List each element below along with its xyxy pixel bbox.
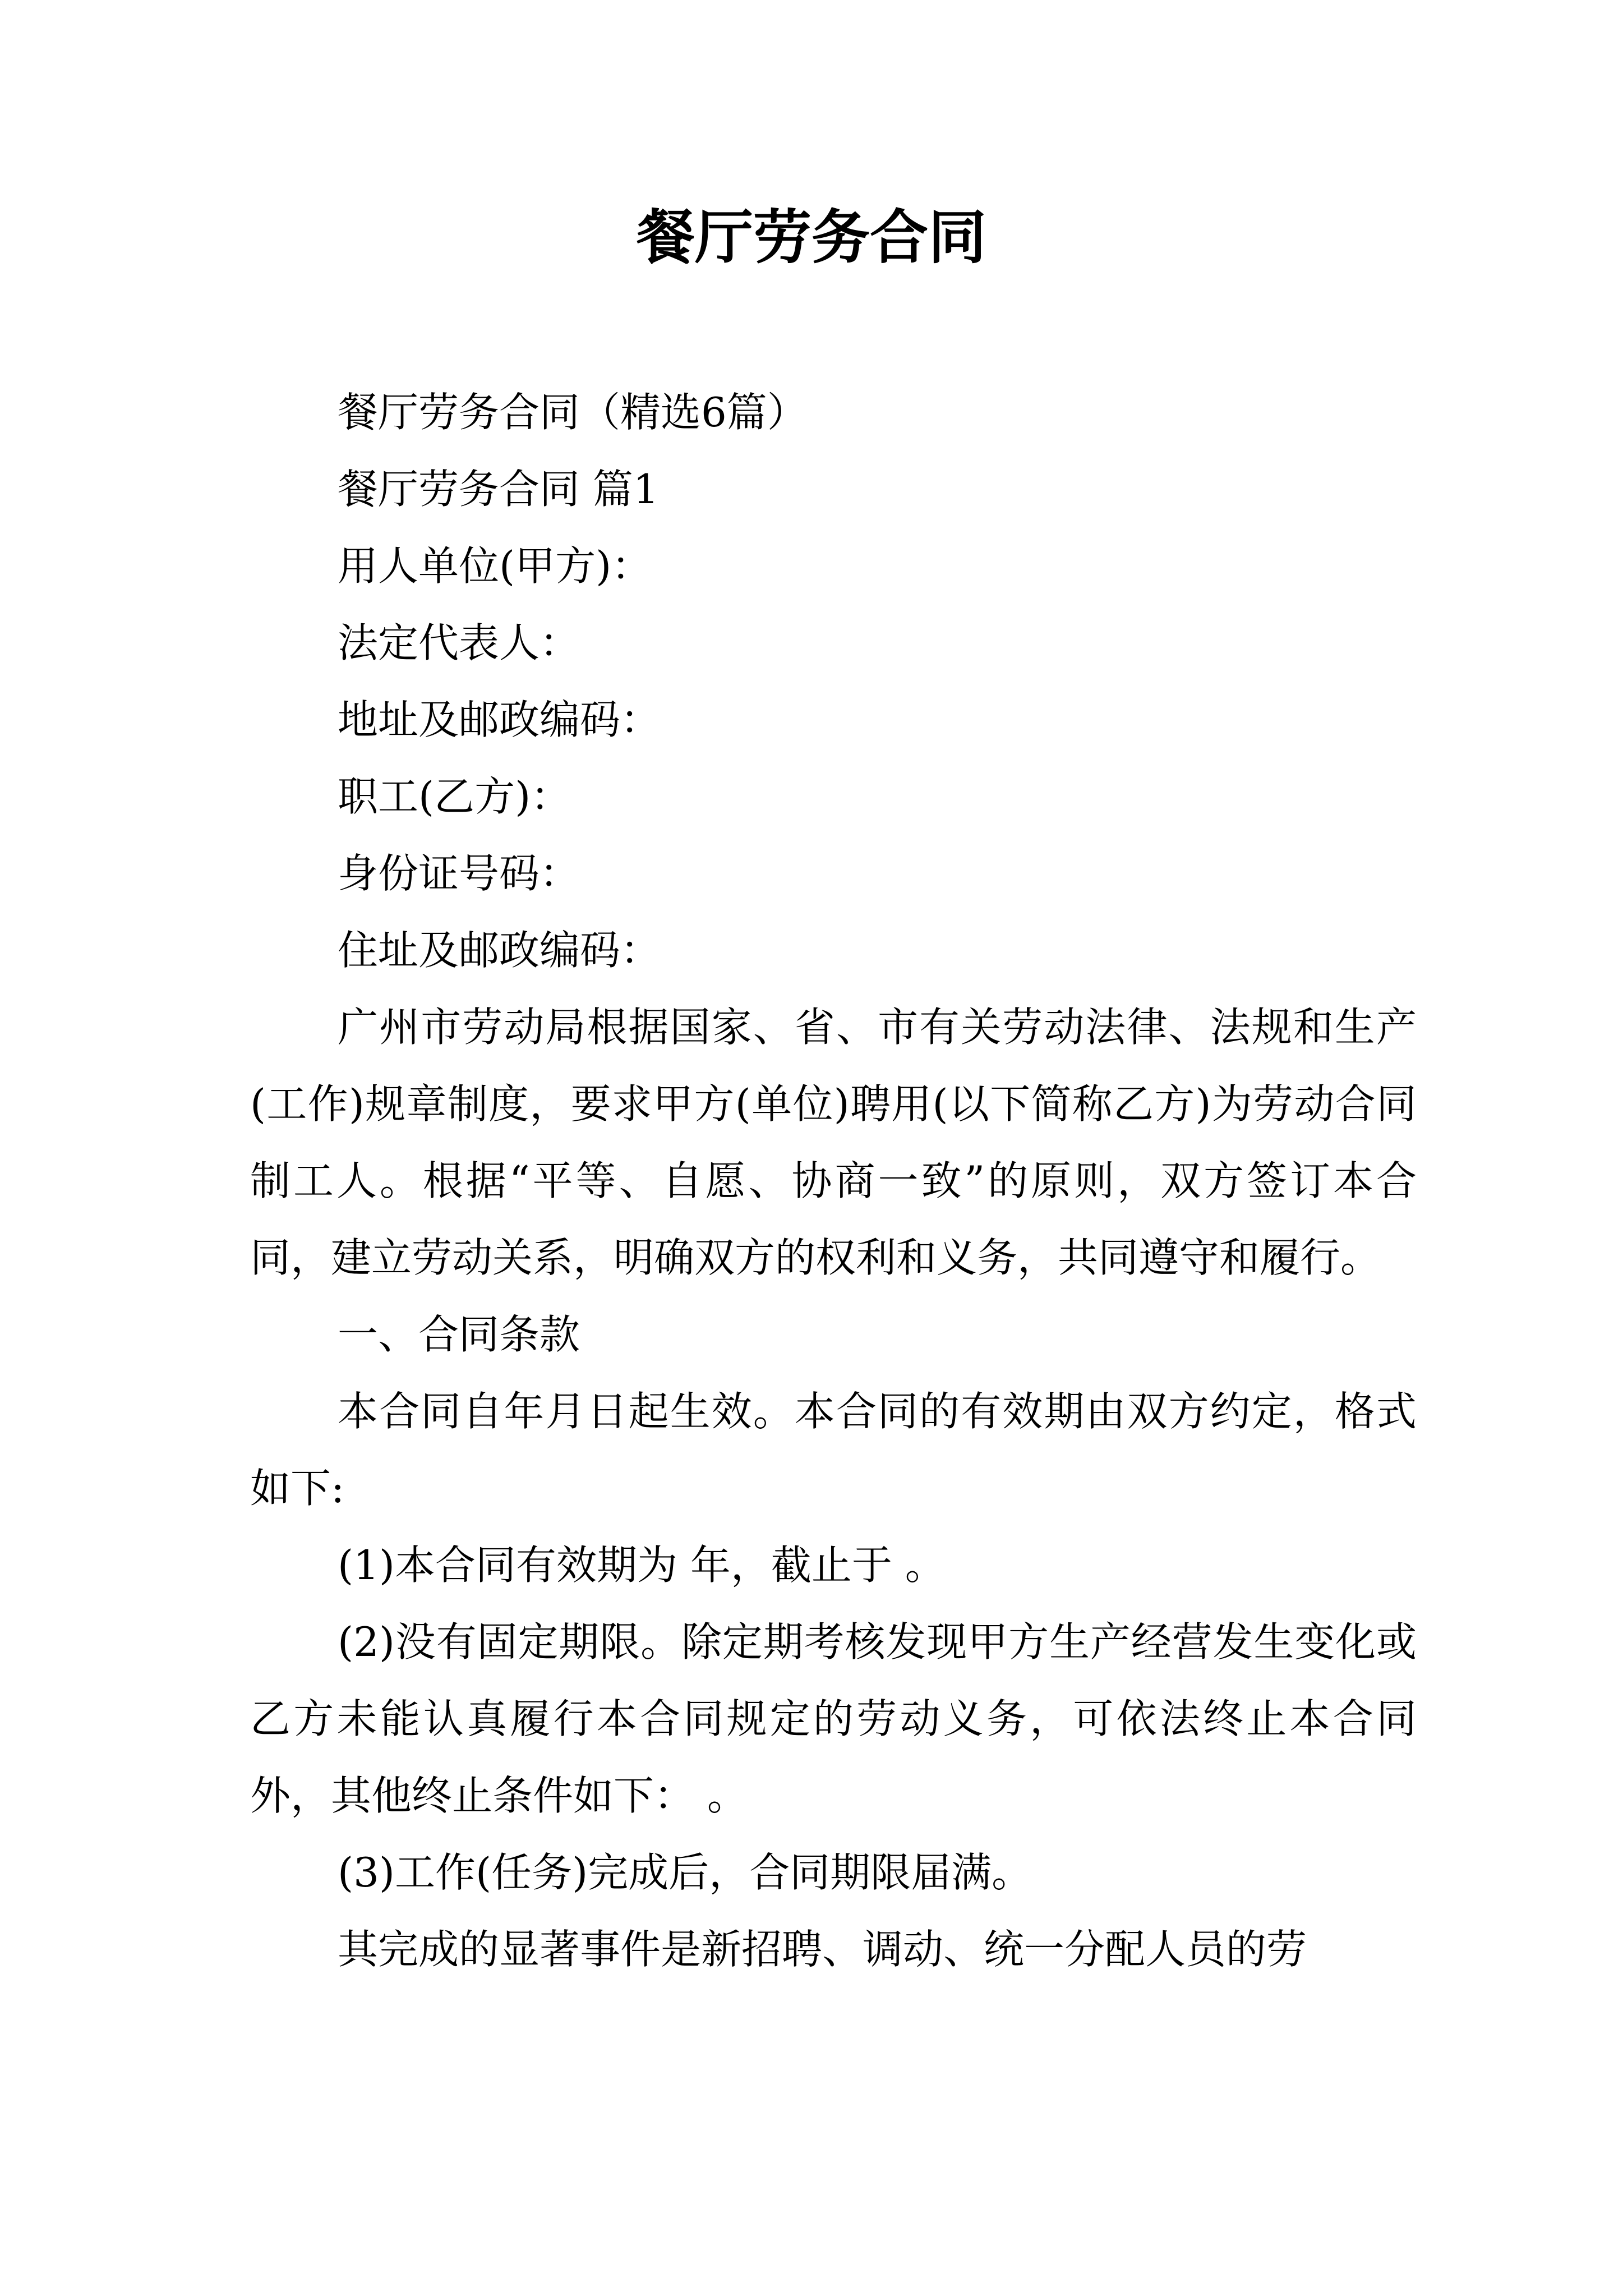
paragraph-term-fixed: (1)本合同有效期为 年，截止于 。 <box>338 1542 946 1589</box>
paragraph-subtitle: 餐厅劳务合同（精选6篇） <box>338 389 808 436</box>
paragraph-employee-address: 住址及邮政编码： <box>338 927 661 974</box>
paragraph-employer-address: 地址及邮政编码： <box>338 696 661 743</box>
paragraph-clause-heading: 一、合同条款 <box>338 1311 580 1358</box>
paragraph-completion-event: 其完成的显著事件是新招聘、调动、统一分配人员的劳 <box>338 1926 1307 1973</box>
document-body <box>250 374 1417 1988</box>
document-title: 餐厅劳务合同 <box>636 203 986 272</box>
paragraph-section-heading: 餐厅劳务合同 篇1 <box>338 466 659 513</box>
paragraph-term-task: (3)工作(任务)完成后，合同期限届满。 <box>338 1849 1032 1896</box>
paragraph-employee: 职工(乙方)： <box>338 773 571 820</box>
paragraph-legal-representative: 法定代表人： <box>338 619 580 666</box>
paragraph-preamble: 广州市劳动局根据国家、省、市有关劳动法律、法规和生产(工作)规章制度，要求甲方(单位)聘用(以下简称乙方)为劳动合同制工人。根据“平等、自愿、协商一致”的原则，双方签订本合同，建立劳动关系，明确双方的权利和义务，共同遵守和履行。 <box>250 1004 1417 1281</box>
paragraph-effective-date: 本合同自年月日起生效。本合同的有效期由双方约定，格式如下: <box>250 1388 1417 1512</box>
paragraph-employer: 用人单位(甲方)： <box>338 542 652 590</box>
paragraph-term-open: (2)没有固定期限。除定期考核发现甲方生产经营发生变化或乙方未能认真履行本合同规定的劳动义务，可依法终止本合同外，其他终止条件如下： 。 <box>250 1618 1417 1819</box>
paragraph-id-number: 身份证号码： <box>338 850 580 897</box>
